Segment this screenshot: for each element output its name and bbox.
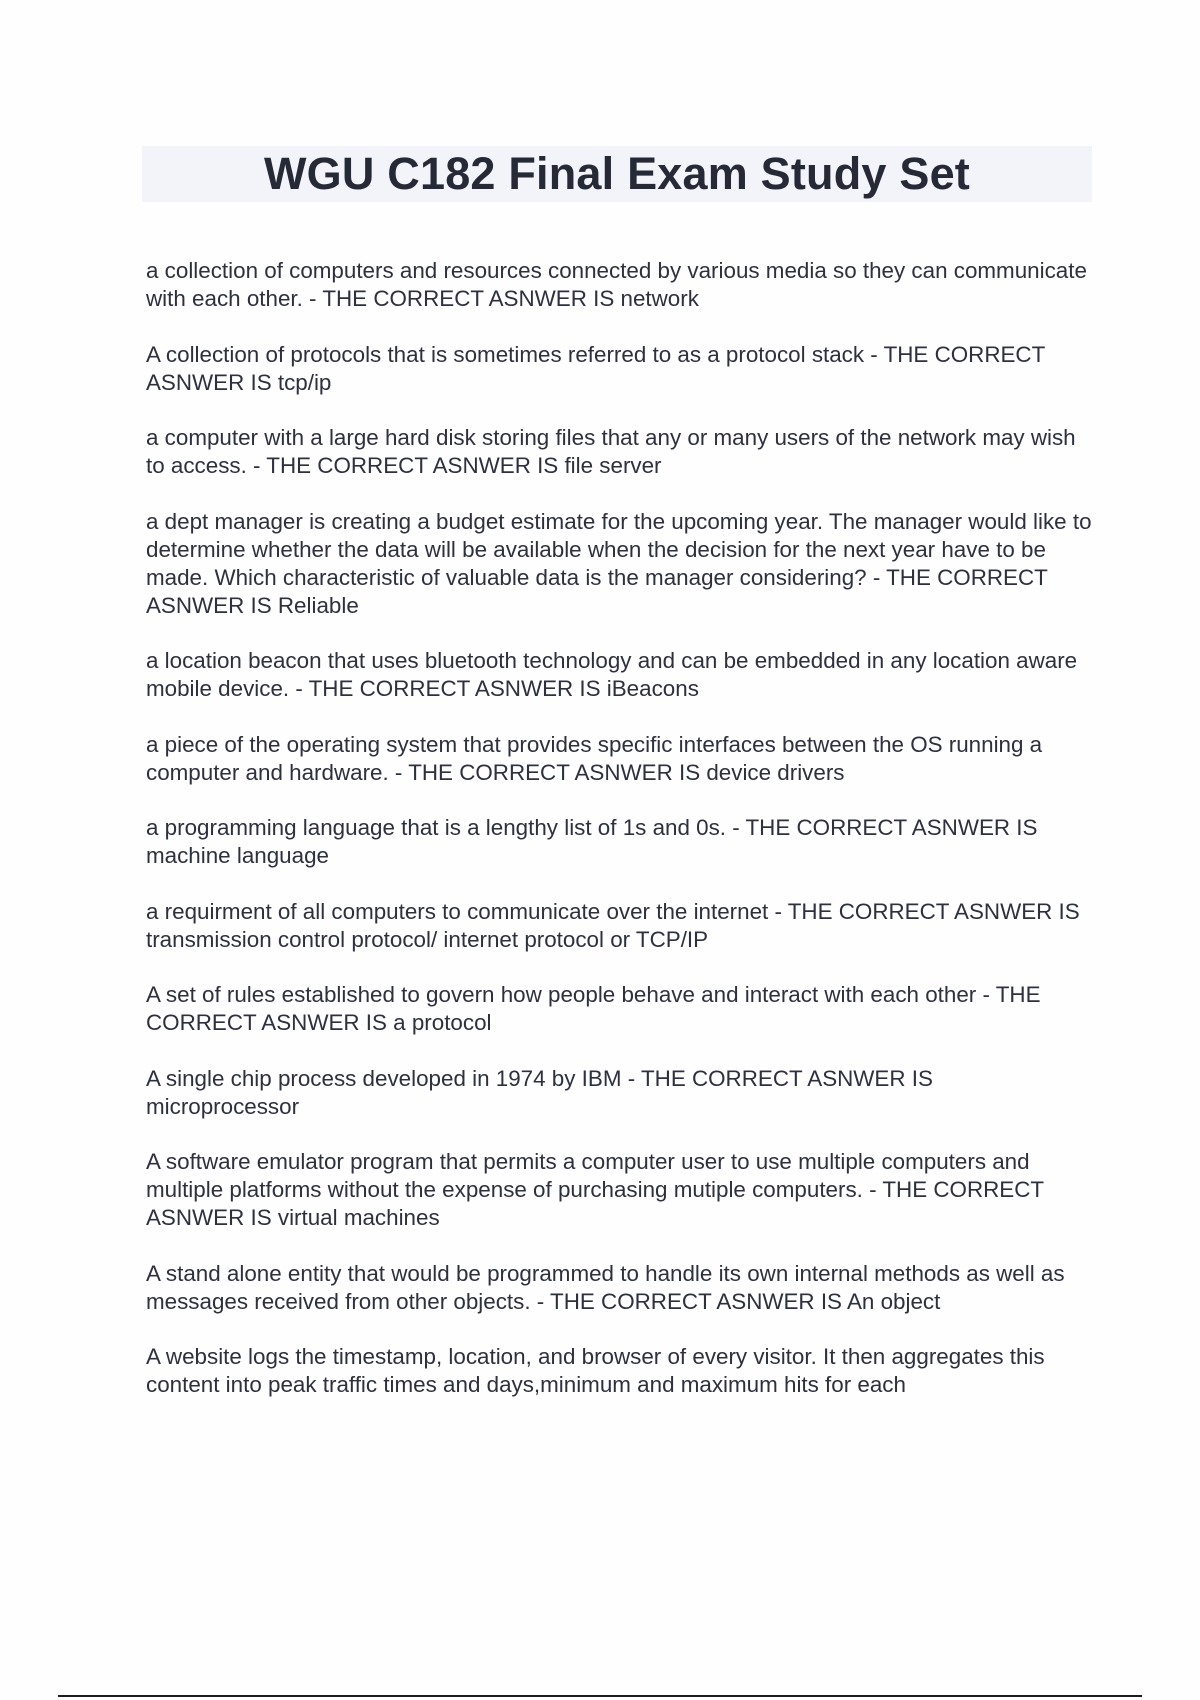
qa-entry-4: a dept manager is creating a budget estimate for the upcoming year. The manager would like to determine whether the data will be available when the decision for the next year have to be made. Which characteristic of valuable data is the manager considering? - THE CORRECT ASNWER IS Reliable bbox=[146, 508, 1092, 618]
footer-divider bbox=[58, 1695, 1142, 1697]
qa-entry-10: A single chip process developed in 1974 by IBM - THE CORRECT ASNWER IS microprocessor bbox=[146, 1065, 933, 1119]
qa-entry-5: a location beacon that uses bluetooth technology and can be embedded in any location aware mobile device. - THE CORRECT ASNWER IS iBeacons bbox=[146, 648, 1078, 701]
qa-entry-3: a computer with a large hard disk storing files that any or many users of the network may wish to access. - THE CORRECT ASNWER IS file server bbox=[146, 425, 1076, 478]
qa-entry-13: A website logs the timestamp, location, and browser of every visitor. It then aggregates this content into peak traffic times and days,minimum and maximum hits for each bbox=[146, 1344, 1045, 1397]
page-title: WGU C182 Final Exam Study Set bbox=[264, 148, 970, 199]
qa-entry-1: a collection of computers and resources connected by various media so they can communicate with each other. - THE CORRECT ASNWER IS network bbox=[146, 258, 1087, 311]
qa-entry-8: a requirment of all computers to communicate over the internet - THE CORRECT ASNWER IS transmission control protocol/ internet protocol or TCP/IP bbox=[146, 898, 1080, 952]
qa-entry-6: a piece of the operating system that provides specific interfaces between the OS running a computer and hardware. - THE CORRECT ASNWER IS device drivers bbox=[146, 731, 1043, 785]
qa-entry-7: a programming language that is a lengthy list of 1s and 0s. - THE CORRECT ASNWER IS machine language bbox=[146, 815, 1038, 868]
qa-entry-12: A stand alone entity that would be programmed to handle its own internal methods as well as messages received from other objects. - THE CORRECT ASNWER IS An object bbox=[146, 1260, 1065, 1314]
qa-entry-11: A software emulator program that permits a computer user to use multiple computers and multiple platforms without the expense of purchasing mutiple computers. - THE CORRECT ASNWER IS virtual machines bbox=[146, 1149, 1044, 1230]
qa-list bbox=[146, 257, 1092, 1427]
qa-entry-2: A collection of protocols that is sometimes referred to as a protocol stack - THE CORRECT ASNWER IS tcp/ip bbox=[146, 341, 1045, 395]
qa-entry-9: A set of rules established to govern how people behave and interact with each other - THE CORRECT ASNWER IS a protocol bbox=[146, 982, 1041, 1035]
